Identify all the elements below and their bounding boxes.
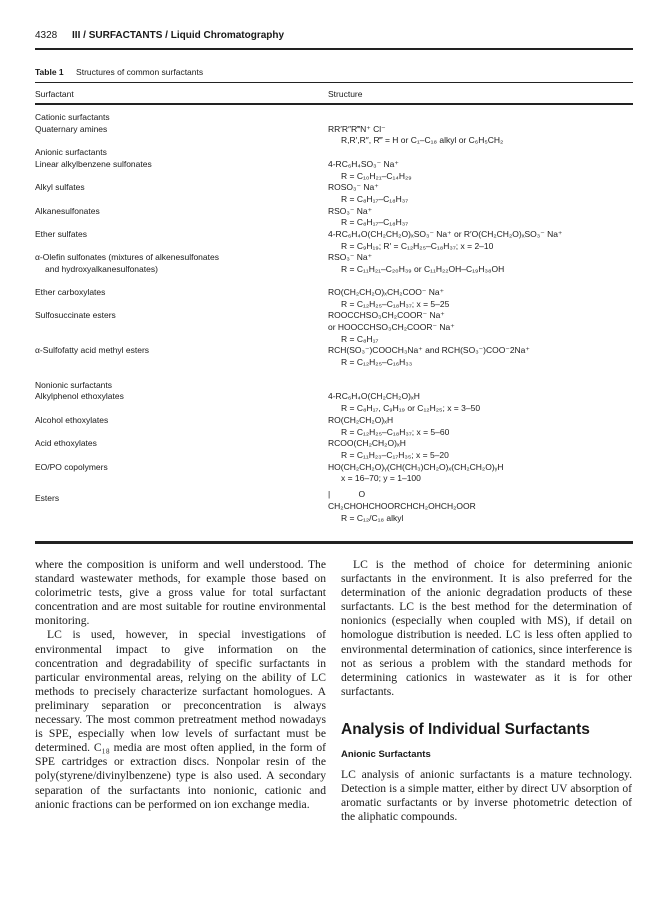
- surfactant-cell: [35, 124, 328, 147]
- surfactant-cell: [35, 310, 328, 345]
- surfactant-cell: [35, 493, 328, 524]
- table-body: [35, 112, 633, 524]
- surfactant-cell: [35, 415, 328, 438]
- structure-formula: | O: [328, 489, 366, 500]
- surfactant-name: Anionic surfactants: [35, 147, 107, 158]
- structure-formula: RSO₃⁻ Na⁺: [328, 252, 373, 263]
- surfactant-name: Alcohol ethoxylates: [35, 414, 109, 425]
- structure-cell: [328, 229, 633, 252]
- header-rule: [35, 48, 633, 50]
- table-group-row: [35, 147, 633, 159]
- surfactant-name: Sulfosuccinate esters: [35, 310, 116, 321]
- surfactant-name: α-Olefin sulfonates (mixtures of alkenesulfonates: [35, 252, 219, 263]
- surfactant-name: Alkylphenol ethoxylates: [35, 391, 124, 402]
- structure-definition: R = C₈H₁₇–C₁₈H₃₇: [341, 193, 409, 204]
- surfactant-cell: [35, 380, 328, 392]
- structure-formula: CH₂CHOHCHOORCHCH₂OHCH₂OOR: [328, 500, 476, 511]
- table-row: [35, 462, 633, 485]
- structure-definition: R = C₁₂H₂₅–C₁₈H₃₇; x = 5–25: [341, 298, 450, 309]
- table-caption-text: Structures of common surfactants: [76, 67, 204, 77]
- table-row: [35, 391, 633, 414]
- table-row: [35, 345, 633, 368]
- surfactant-cell: [35, 462, 328, 485]
- table-row: [35, 287, 633, 310]
- surfactant-cell: [35, 287, 328, 310]
- table-top-rule: [35, 82, 633, 83]
- surfactant-cell: [35, 252, 328, 275]
- body-column-right: [341, 558, 632, 824]
- table-caption: [35, 67, 203, 77]
- surfactant-name: Cationic surfactants: [35, 112, 110, 122]
- structure-formula: RO(CH₂CH₂O)ₓH: [328, 414, 394, 425]
- surfactant-name: Linear alkylbenzene sulfonates: [35, 158, 152, 169]
- structure-formula: ROOCCHSO₃CH₂COOR⁻ Na⁺: [328, 310, 445, 321]
- structure-formula: HO(CH₂CH₂O)ᵧ(CH(CH₃)CH₂O)ₓ(CH₂CH₂O)ᵧH: [328, 461, 504, 472]
- structure-cell: [328, 380, 633, 392]
- structure-cell: [328, 489, 633, 524]
- table-row: [35, 252, 633, 275]
- surfactant-name: Alkyl sulfates: [35, 182, 85, 193]
- structure-cell: [328, 310, 633, 345]
- table-bottom-rule: [35, 541, 633, 544]
- structure-formula: RCH(SO₃⁻)COOCH₃Na⁺ and RCH(SO₃⁻)COO⁻2Na⁺: [328, 345, 530, 356]
- surfactant-name: Quaternary amines: [35, 123, 108, 134]
- structure-cell: [328, 159, 633, 182]
- table-group-row: [35, 112, 633, 124]
- structure-cell: [328, 124, 633, 147]
- surfactant-name: Alkanesulfonates: [35, 205, 100, 216]
- table-row: [35, 159, 633, 182]
- structure-definition: x = 16–70; y = 1–100: [341, 473, 421, 484]
- surfactant-cell: [35, 438, 328, 461]
- structure-formula: 4-RC₆H₄O(CH₂CH₂O)ₓH: [328, 391, 420, 402]
- surfactant-name: Ether carboxylates: [35, 286, 106, 297]
- structure-cell: [328, 345, 633, 368]
- structure-formula: RO(CH₂CH₂O)ₓCH₂COO⁻ Na⁺: [328, 286, 445, 297]
- table-row: [35, 489, 633, 524]
- table-row: [35, 438, 633, 461]
- surfactant-cell: [35, 112, 328, 124]
- paragraph: LC is the method of choice for determining anionic surfactants in the environment. It is also preferred for the determination of the anionic degradation products of these surfactants. LC is the best method for the determination of nonionics (especially when coupled with MS), if detail on homologue distribution is needed. LC is less often applied to environmental determination of cationics, since interference is not as serious a problem with the standard methods for determining cationics in wastewater as it is for other surfactants.: [341, 558, 632, 698]
- table-header-rule: [35, 103, 633, 105]
- structure-definition: R = C₁₁H₂₃–C₁₇H₃₅; x = 5–20: [341, 449, 449, 460]
- surfactant-name: Esters: [35, 493, 60, 504]
- surfactant-name: α-Sulfofatty acid methyl esters: [35, 345, 150, 356]
- surfactant-name: EO/PO copolymers: [35, 461, 108, 472]
- surfactant-cell: [35, 206, 328, 229]
- structure-cell: [328, 112, 633, 124]
- surfactant-cell: [35, 159, 328, 182]
- table-label: Table 1: [35, 67, 64, 77]
- table-row: [35, 182, 633, 205]
- page-number: 4328: [35, 30, 58, 41]
- table-row: [35, 229, 633, 252]
- column-header-structure: Structure: [328, 89, 363, 99]
- structure-definition: R = C₈H₁₇, C₉H₁₉ or C₁₂H₂₅; x = 3–50: [341, 403, 481, 414]
- body-column-left: [35, 558, 326, 812]
- surfactant-cell: [35, 345, 328, 368]
- structure-cell: [328, 206, 633, 229]
- paragraph: LC analysis of anionic surfactants is a mature technology. Detection is a simple matter, either by direct UV absorption of aromatic surfactants or by inverse photometric detection of the aliphatic compounds.: [341, 767, 632, 824]
- structure-definition: R = C₁₂H₂₅–C₁₆H₃₃: [341, 357, 413, 368]
- paragraph: where the composition is uniform and well understood. The standard wastewater methods, for example those based on colorimetric tests, give a gross value for total surfactant concentration and are most suitable for routine environmental monitoring.: [35, 558, 326, 628]
- structure-cell: [328, 391, 633, 414]
- structure-formula: or HOOCCHSO₃CH₂COOR⁻ Na⁺: [328, 321, 455, 332]
- surfactant-name: and hydroxyalkanesulfonates): [45, 264, 158, 275]
- structure-formula: 4-RC₆H₄SO₃⁻ Na⁺: [328, 158, 399, 169]
- column-header-surfactant: Surfactant: [35, 89, 74, 99]
- surfactant-name: Nonionic surfactants: [35, 379, 113, 390]
- table-row: [35, 415, 633, 438]
- structure-cell: [328, 182, 633, 205]
- structure-cell: [328, 438, 633, 461]
- surfactant-cell: [35, 229, 328, 252]
- structure-formula: RCOO(CH₂CH₂O)ₓH: [328, 438, 406, 449]
- structure-cell: [328, 287, 633, 310]
- table-row: [35, 206, 633, 229]
- structure-cell: [328, 147, 633, 159]
- structure-definition: R = C₈H₁₇: [341, 333, 379, 344]
- structure-definition: R = C₁₀H₂₁–C₁₄H₂₉: [341, 170, 412, 181]
- structure-cell: [328, 462, 633, 485]
- structure-formula: ROSO₃⁻ Na⁺: [328, 182, 379, 193]
- paragraph: LC is used, however, in special investigations of environmental impact to give information on the concentration and degradability of specific surfactants in particular environmental areas, relying on the ability of LC methods to precisely characterize surfactant homologues. A preliminary separation or preconcentration is always necessary. The most common pretreatment method nowadays is SPE, especially when low levels of surfactant must be determined. C₁₈ media are most often applied, in the form of SPE cartridges or extraction discs. Nonpolar resin of the poly(styrene/divinylbenzene) type is also used. A secondary separation of the surfactants into nonionic, cationic and anionic fractions can be performed on ion exchange media.: [35, 628, 326, 811]
- surfactant-name: Acid ethoxylates: [35, 438, 97, 449]
- table-group-row: [35, 380, 633, 392]
- surfactant-cell: [35, 391, 328, 414]
- surfactant-name: Ether sulfates: [35, 229, 87, 240]
- structure-definition: R = C₈H₁₇–C₁₈H₃₇: [341, 217, 409, 228]
- running-title: III / SURFACTANTS / Liquid Chromatography: [72, 30, 285, 41]
- structure-definition: R = C₁₂/C₁₈ alkyl: [341, 512, 404, 523]
- running-head: [35, 30, 633, 41]
- table-row: [35, 124, 633, 147]
- structure-definition: R = C₁₁H₂₁–C₂₀H₃₉ or C₁₁H₂₂OH–C₁₉H₃₈OH: [341, 264, 505, 275]
- surfactant-cell: [35, 147, 328, 159]
- table-row: [35, 310, 633, 345]
- structure-formula: RR′R″R‴N⁺ Cl⁻: [328, 123, 386, 134]
- structure-definition: R = C₁₂H₂₅–C₁₈H₃₇; x = 5–60: [341, 426, 450, 437]
- structure-definition: R,R′,R″, R‴ = H or C₁–C₁₈ alkyl or C₆H₅CH₂: [341, 135, 504, 146]
- structure-cell: [328, 252, 633, 275]
- surfactant-cell: [35, 182, 328, 205]
- structure-formula: RSO₃⁻ Na⁺: [328, 205, 373, 216]
- subsection-heading: Anionic Surfactants: [341, 748, 431, 760]
- structure-cell: [328, 415, 633, 438]
- structure-formula: 4-RC₆H₄O(CH₂CH₂O)ₓSO₃⁻ Na⁺ or R′O(CH₂CH₂O)ₓSO₃⁻ Na⁺: [328, 229, 563, 240]
- section-heading: Analysis of Individual Surfactants: [341, 720, 590, 738]
- structure-definition: R = C₉H₁₉; R′ = C₁₂H₂₅–C₁₈H₃₇; x = 2–10: [341, 240, 494, 251]
